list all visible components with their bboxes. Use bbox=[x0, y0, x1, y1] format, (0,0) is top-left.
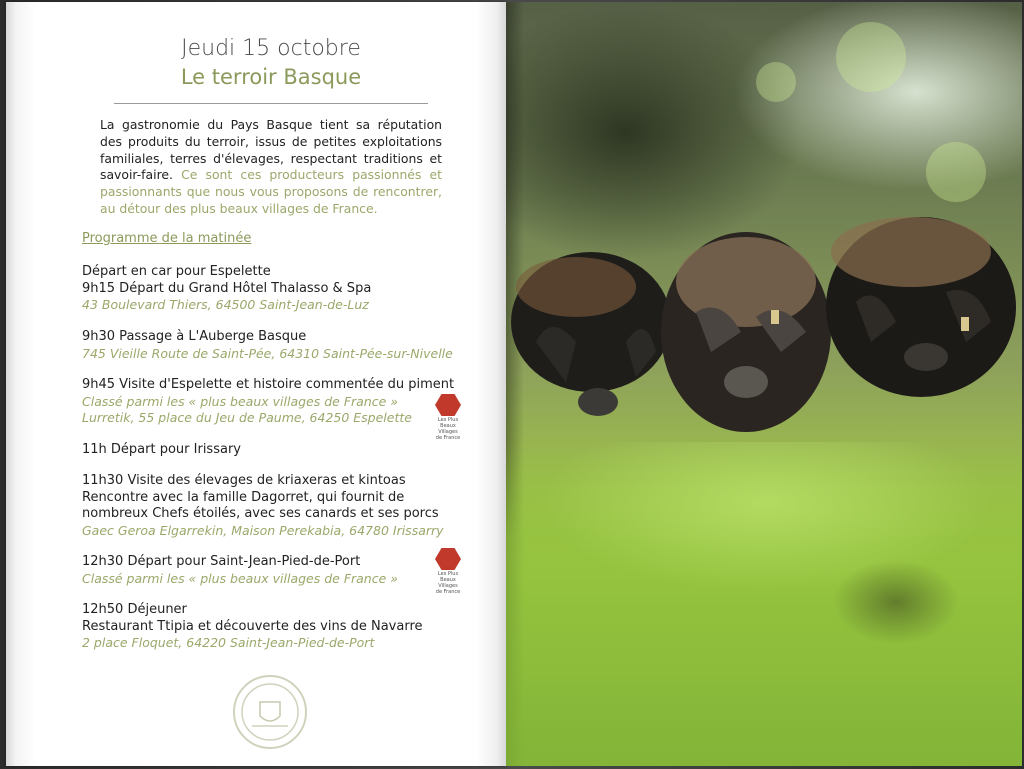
item-address: Gaec Geroa Elgarrekin, Maison Perekabia, 64780 Irissarry bbox=[82, 522, 444, 538]
page-theme-title: Le terroir Basque bbox=[180, 65, 362, 89]
item-address: 43 Boulevard Thiers, 64500 Saint-Jean-de-Luz bbox=[82, 297, 369, 312]
item-address: 745 Vieille Route de Saint-Pée, 64310 Saint-Pée-sur-Nivelle bbox=[82, 345, 453, 361]
intro-highlight: Ce sont ces producteurs passionnés et passionnants que nous vous proposons de rencontrer, au détour des plus beaux villages de France. bbox=[100, 167, 442, 216]
bokeh-light bbox=[836, 22, 906, 92]
item-line: 12h30 Départ pour Saint-Jean-Pied-de-Port bbox=[82, 554, 361, 569]
programme-item bbox=[82, 442, 462, 459]
item-line: 11h Départ pour Irissary bbox=[82, 442, 241, 457]
title-divider bbox=[114, 103, 428, 104]
intro-text: La gastronomie du Pays Basque tient sa réputation des produits du terroir, issus de petites exploitations familiales, terres d'élevages, respectant traditions et savoir-faire. bbox=[100, 117, 442, 183]
plus-beaux-villages-logo bbox=[434, 394, 462, 441]
association-seal-icon bbox=[232, 674, 308, 750]
item-line: Départ en car pour Espelette bbox=[82, 264, 271, 279]
item-line: 9h30 Passage à L'Auberge Basque bbox=[82, 329, 307, 344]
item-line: 11h30 Visite des élevages de kriaxeras et kintoas bbox=[82, 473, 406, 488]
village-badge-icon bbox=[435, 548, 461, 570]
item-address: 2 place Floquet, 64220 Saint-Jean-Pied-de-Port bbox=[82, 635, 375, 650]
badge-text: Les Plus Beaux Villages de France bbox=[435, 571, 461, 595]
item-address: Classé parmi les « plus beaux villages de France » bbox=[82, 393, 398, 409]
left-page bbox=[6, 2, 506, 766]
right-page-photo bbox=[506, 2, 1022, 766]
page-date-title: Jeudi 15 octobre bbox=[181, 36, 361, 61]
programme-item bbox=[82, 554, 462, 587]
item-line: 9h45 Visite d'Espelette et histoire commentée du piment bbox=[82, 377, 455, 392]
item-line: nombreux Chefs étoilés, avec ses canards et ses porcs bbox=[82, 506, 439, 521]
item-line: 9h15 Départ du Grand Hôtel Thalasso & Spa bbox=[82, 280, 372, 296]
plus-beaux-villages-logo bbox=[434, 548, 462, 595]
item-address: Lurretik, 55 place du Jeu de Paume, 64250 Espelette bbox=[82, 410, 412, 425]
item-line: Rencontre avec la famille Dagorret, qui fournit de bbox=[82, 489, 405, 505]
grass-foreground bbox=[506, 442, 1022, 766]
programme-title: Programme de la matinée bbox=[82, 231, 252, 246]
intro-paragraph bbox=[100, 117, 442, 218]
badge-text: Les Plus Beaux Villages de France bbox=[435, 417, 461, 441]
item-address: Classé parmi les « plus beaux villages de France » bbox=[82, 570, 398, 586]
programme-item bbox=[82, 329, 462, 362]
item-line: 12h50 Déjeuner bbox=[82, 602, 187, 617]
bokeh-light bbox=[756, 62, 796, 102]
programme-item bbox=[82, 473, 462, 539]
programme-item bbox=[82, 377, 462, 427]
programme-item bbox=[82, 602, 462, 652]
bokeh-light bbox=[926, 142, 986, 202]
village-badge-icon bbox=[435, 394, 461, 416]
programme-item bbox=[82, 264, 462, 314]
item-line: Restaurant Ttipia et découverte des vins de Navarre bbox=[82, 618, 423, 634]
